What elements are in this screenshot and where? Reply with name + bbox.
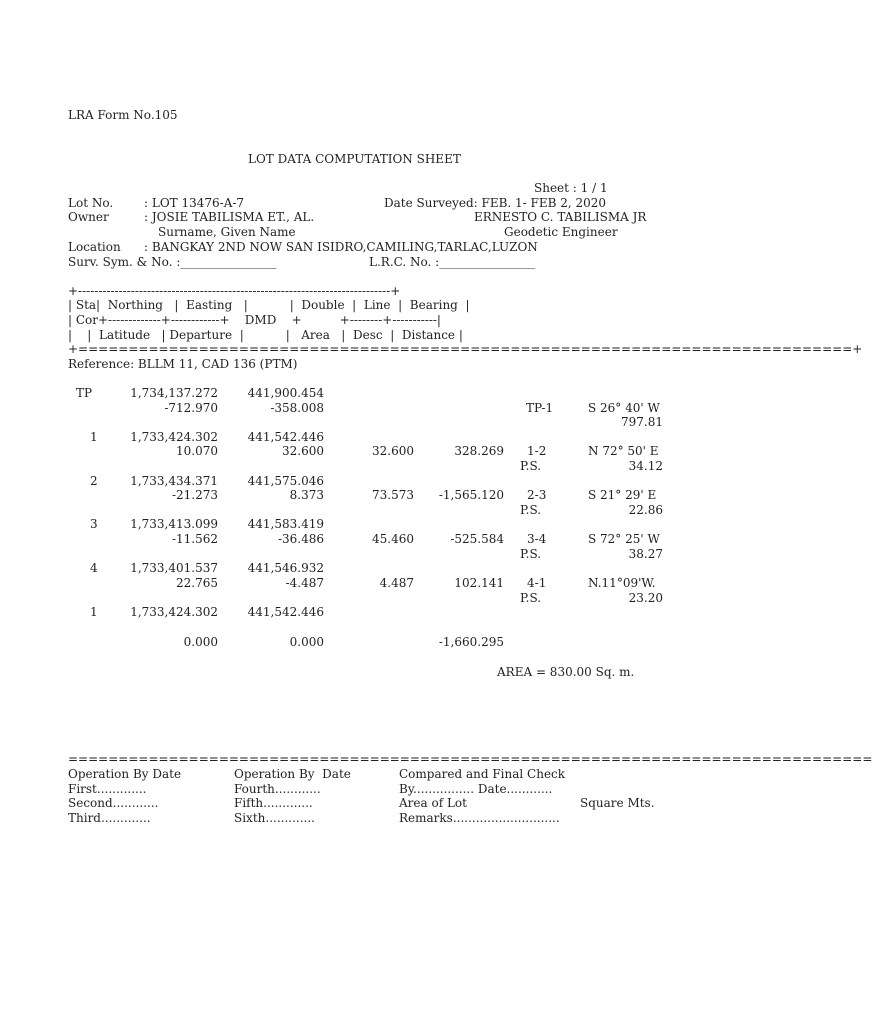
table-rule-bottom: +=============================================================================+ bbox=[68, 342, 863, 356]
total-departure: 0.000 bbox=[289, 635, 324, 649]
final-check-by-date: By................ Date............ bbox=[399, 782, 553, 796]
table-header-row1: | Sta| Northing | Easting | | Double | Line | Bearing | bbox=[68, 298, 470, 312]
latitude: -11.562 bbox=[171, 532, 218, 546]
operation-sixth: Sixth............. bbox=[234, 811, 315, 825]
owner-value: : JOSIE TABILISMA ET., AL. bbox=[144, 210, 315, 224]
bearing: S 26° 40' W bbox=[588, 401, 660, 415]
departure: -4.487 bbox=[285, 576, 324, 590]
line: TP-1 bbox=[526, 401, 554, 415]
easting: 441,542.446 bbox=[247, 605, 324, 619]
station: 4 bbox=[90, 561, 98, 575]
location-value: : BANGKAY 2ND NOW SAN ISIDRO,CAMILING,TARLAC,LUZON bbox=[144, 240, 538, 254]
bearing: S 21° 29' E bbox=[588, 488, 657, 502]
footer-rule: ================================================================================ bbox=[68, 752, 872, 766]
departure: -358.008 bbox=[270, 401, 324, 415]
table-rule-top: +-----------------------------------------------------------------------------+ bbox=[68, 284, 401, 298]
station: TP bbox=[76, 386, 93, 400]
latitude: 10.070 bbox=[176, 444, 218, 458]
departure: 8.373 bbox=[289, 488, 324, 502]
page-title: LOT DATA COMPUTATION SHEET bbox=[248, 152, 461, 166]
easting: 441,575.046 bbox=[247, 474, 324, 488]
latitude: -21.273 bbox=[171, 488, 218, 502]
remarks-field: Remarks............................ bbox=[399, 811, 560, 825]
lrc-number-field: L.R.C. No. :________________ bbox=[369, 255, 536, 269]
departure: -36.486 bbox=[277, 532, 324, 546]
easting: 441,542.446 bbox=[247, 430, 324, 444]
easting: 441,900.454 bbox=[247, 386, 324, 400]
lot-value: : LOT 13476-A-7 bbox=[144, 196, 245, 210]
total-double-area: -1,660.295 bbox=[438, 635, 504, 649]
double-area: -1,565.120 bbox=[438, 488, 504, 502]
double-area: 102.141 bbox=[454, 576, 504, 590]
northing: 1,734,137.272 bbox=[130, 386, 218, 400]
operation-fifth: Fifth............. bbox=[234, 796, 313, 810]
description: P.S. bbox=[520, 591, 542, 605]
line: 3-4 bbox=[527, 532, 547, 546]
station: 1 bbox=[90, 430, 98, 444]
dmd: 45.460 bbox=[372, 532, 414, 546]
line: 4-1 bbox=[527, 576, 547, 590]
lot-label: Lot No. bbox=[68, 196, 114, 210]
description: P.S. bbox=[520, 459, 542, 473]
owner-subcaption: Surname, Given Name bbox=[158, 225, 296, 239]
sheet-number: Sheet : 1 / 1 bbox=[534, 181, 608, 195]
operation-fourth: Fourth............ bbox=[234, 782, 321, 796]
reference-line: Reference: BLLM 11, CAD 136 (PTM) bbox=[68, 357, 298, 371]
area-result: AREA = 830.00 Sq. m. bbox=[497, 665, 635, 679]
table-header-row3: | | Latitude | Departure | | Area | Desc | Distance | bbox=[68, 328, 463, 342]
operation-third: Third............. bbox=[68, 811, 151, 825]
distance: 34.12 bbox=[628, 459, 663, 473]
area-of-lot-label: Area of Lot bbox=[399, 796, 467, 810]
line: 1-2 bbox=[527, 444, 547, 458]
northing: 1,733,413.099 bbox=[130, 517, 218, 531]
date-surveyed: Date Surveyed: FEB. 1- FEB 2, 2020 bbox=[384, 196, 607, 210]
location-label: Location bbox=[68, 240, 121, 254]
double-area: 328.269 bbox=[454, 444, 504, 458]
distance: 38.27 bbox=[628, 547, 663, 561]
departure: 32.600 bbox=[282, 444, 324, 458]
survey-symbol-field: Surv. Sym. & No. :________________ bbox=[68, 255, 277, 269]
station: 1 bbox=[90, 605, 98, 619]
owner-label: Owner bbox=[68, 210, 109, 224]
distance: 22.86 bbox=[628, 503, 663, 517]
final-check-header: Compared and Final Check bbox=[399, 767, 566, 781]
table-header-row2: | Cor+-------------+------------+ DMD + +--------+-----------| bbox=[68, 313, 441, 327]
operation-second: Second............ bbox=[68, 796, 159, 810]
easting: 441,583.419 bbox=[247, 517, 324, 531]
latitude: 22.765 bbox=[176, 576, 218, 590]
operation-first: First............. bbox=[68, 782, 147, 796]
operation-col1-header: Operation By Date bbox=[68, 767, 182, 781]
northing: 1,733,401.537 bbox=[130, 561, 218, 575]
dmd: 73.573 bbox=[372, 488, 414, 502]
northing: 1,733,424.302 bbox=[130, 430, 218, 444]
description: P.S. bbox=[520, 503, 542, 517]
engineer-name: ERNESTO C. TABILISMA JR bbox=[474, 210, 647, 224]
latitude: -712.970 bbox=[164, 401, 218, 415]
bearing: S 72° 25' W bbox=[588, 532, 660, 546]
dmd: 4.487 bbox=[379, 576, 414, 590]
form-number: LRA Form No.105 bbox=[68, 108, 178, 122]
station: 3 bbox=[90, 517, 98, 531]
station: 2 bbox=[90, 474, 98, 488]
distance: 23.20 bbox=[628, 591, 663, 605]
description: P.S. bbox=[520, 547, 542, 561]
bearing: N 72° 50' E bbox=[588, 444, 659, 458]
dmd: 32.600 bbox=[372, 444, 414, 458]
northing: 1,733,424.302 bbox=[130, 605, 218, 619]
distance: 797.81 bbox=[621, 415, 663, 429]
total-latitude: 0.000 bbox=[183, 635, 218, 649]
engineer-title: Geodetic Engineer bbox=[504, 225, 618, 239]
northing: 1,733,434.371 bbox=[130, 474, 218, 488]
double-area: -525.584 bbox=[450, 532, 504, 546]
operation-col2-header: Operation By Date bbox=[234, 767, 351, 781]
easting: 441,546.932 bbox=[247, 561, 324, 575]
square-mts-label: Square Mts. bbox=[580, 796, 655, 810]
bearing: N.11°09'W. bbox=[588, 576, 656, 590]
line: 2-3 bbox=[527, 488, 547, 502]
